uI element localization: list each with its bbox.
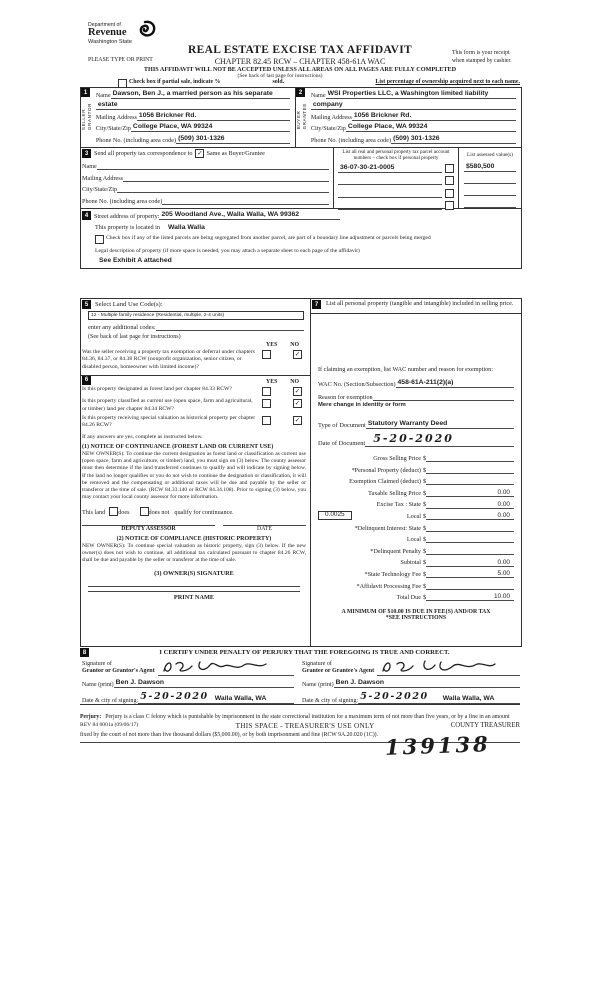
fee-value: 10.00 (426, 593, 514, 601)
fee-value: 0.00 (426, 512, 514, 520)
buyer-name-value-2: company (311, 101, 516, 110)
ownership-percentage-note: List percentage of ownership acquired next to each name. (375, 79, 520, 85)
local-rate-box: 0.0025 (318, 511, 352, 520)
grantee-name-print-label: Name (print) (302, 681, 334, 688)
assessed-values-header: List assessed value(s) (467, 152, 513, 158)
receipt-note: This form is your receipt when stamped by cashier. (452, 50, 512, 64)
sec5-no-checkbox: ✓ (294, 350, 301, 358)
street-address-label: Street address of property: (94, 213, 160, 220)
corr-name-label: Name (82, 163, 97, 170)
fee-label: *Delinquent Interest: State (354, 524, 421, 532)
fee-label: *State Technology Fee (364, 570, 421, 578)
classification-section (81, 375, 310, 646)
print-name-label: PRINT NAME (88, 591, 300, 601)
buyer-city-label: City/State/Zip (310, 125, 346, 133)
grantor-date-value: 5-20-2020 (140, 690, 209, 702)
sec5-no-header: NO (290, 342, 299, 348)
located-in-label: This property is located in (95, 224, 160, 231)
section-7-badge: 7 (312, 300, 321, 309)
buyer-phone-label: Phone No. (including area code) (310, 136, 392, 144)
grantor-name-print-label: Name (print) (82, 681, 114, 688)
seller-exemption-question: Was the seller receiving a property tax exemption or deferral under chapters 84.36, 84.37, or 84.38 RCW (nonprofit organization, senior citizen, or disabled person, homeowner with limited income)? (82, 349, 255, 370)
seller-phone-value: (509) 301-1326 (176, 135, 290, 144)
corr-mailing-label: Mailing Address (82, 174, 124, 182)
land-use-column (81, 299, 311, 646)
grantor-sig-label-2: Grantor or Grantor's Agent (82, 668, 155, 675)
seller-name-value: Dawson, Ben J., a married person as his separate (111, 90, 290, 99)
revenue-wordmark: Revenue (88, 27, 127, 38)
fee-label: Total Due (396, 594, 421, 602)
washington-state-label: Washington State (88, 38, 132, 45)
grantor-signature-image (158, 659, 294, 676)
fee-label: *Personal Property (deduct) (351, 466, 421, 474)
notice-compliance-title: (2) NOTICE OF COMPLIANCE (HISTORIC PROPERTY) (116, 535, 272, 542)
exemption-intro: If claiming an exemption, list WAC number and reason for exemption: (318, 366, 493, 373)
grantor-signature-block (80, 659, 294, 704)
notice-compliance-text: NEW OWNER(S): To continue special valuation as historic property, sign (3) below. If the new owner(s) does not wish to continue, all additional tax calculated pursuant to chapter 84.26 RCW, shall be due and payable by the seller or transferor at the time of sale. (82, 542, 306, 564)
see-instructions-note: *SEE INSTRUCTIONS (385, 615, 447, 622)
wac-value: 458-61A-211(2)(a) (396, 379, 514, 388)
fee-value (426, 524, 514, 532)
sec5-yes-checkbox (262, 350, 271, 359)
q2-yes-checkbox (262, 399, 271, 408)
street-address-value: 205 Woodland Ave., Walla Walla, WA 99362 (159, 211, 339, 220)
date-of-document-value: 5-20-2020 (365, 433, 514, 447)
land-use-code-value: 12 - Multiple family residence (Residential, multiple, 2-4 units) (88, 311, 304, 320)
buyer-mailing-value: 1056 Brickner Rd. (352, 112, 516, 121)
forest-land-question: Is this property designated as forest land per chapter 84.33 RCW? (82, 386, 232, 393)
parcel-personal-checkbox-3 (445, 189, 454, 198)
perjury-label: Perjury: (80, 714, 102, 720)
grantor-city-value: Walla Walla, WA (214, 695, 267, 702)
date-of-document-label: Date of Document (318, 439, 366, 447)
send-correspondence-label: Send all property tax correspondence to (94, 150, 193, 157)
middle-columns-block (80, 298, 522, 647)
q1-yes-checkbox (262, 387, 271, 396)
parcel-numbers-header: List all real and personal property tax parcel account numbers – check box if personal property (342, 149, 450, 162)
reason-value: Mere change in identity or form (318, 401, 406, 408)
buyer-name-value: WSI Properties LLC, a Washington limited liability (326, 90, 516, 99)
deputy-date-line: DATE (223, 525, 306, 532)
owner-signature-label: (3) OWNER(S) SIGNATURE (154, 569, 234, 577)
does-not-checkbox (140, 507, 149, 516)
certification-section (80, 646, 520, 705)
same-as-buyer-checkbox: ✓ (197, 149, 203, 157)
correspondence-section (81, 148, 521, 209)
section-6-badge: 6 (82, 376, 91, 385)
fee-label: *Delinquent Penalty (370, 547, 421, 555)
grantee-signature-image (377, 659, 520, 676)
buyer-mailing-label: Mailing Address (310, 113, 352, 121)
owner-signature-line (88, 577, 300, 587)
parcel-number-value: 36-07-30-21-0005 (338, 164, 442, 173)
section-3-badge: 3 (82, 149, 91, 158)
fee-value (426, 582, 514, 590)
additional-codes-label: enter any additional codes: (88, 324, 156, 331)
revenue-swirl-icon (134, 20, 156, 45)
grantee-date-city-label: Date & city of signing: (302, 697, 359, 704)
personal-property-header: List all personal property (tangible and intangible) included in selling price. (326, 300, 514, 307)
qualify-suffix: qualify for continuance. (174, 508, 234, 516)
reason-label: Reason for exemption (318, 393, 373, 401)
please-type-note: PLEASE TYPE OR PRINT (88, 57, 153, 63)
form-title: REAL ESTATE EXCISE TAX AFFIDAVIT (188, 44, 412, 56)
seller-mailing-value: 1056 Brickner Rd. (137, 112, 290, 121)
corr-phone-label: Phone No. (including area code) (82, 197, 163, 205)
section-5-badge: 5 (82, 300, 91, 309)
grantor-date-city-label: Date & city of signing: (82, 697, 139, 704)
does-checkbox (109, 507, 118, 516)
buyer-city-value: College Place, WA 99324 (346, 123, 516, 132)
located-in-value: Walla Walla (167, 224, 205, 231)
sec6-yes-header: YES (266, 378, 278, 385)
segregated-label: Check box if any of the listed parcels are being segregated from another parcel, are part of a boundary line adjustment or parcels being merged (106, 235, 431, 241)
sec5-yes-header: YES (266, 342, 278, 348)
fee-value (426, 466, 514, 474)
q1-no-checkbox: ✓ (294, 387, 301, 396)
buyer-phone-value: (509) 301-1326 (391, 135, 516, 144)
county-treasurer-label: COUNTY TREASURER (450, 722, 520, 729)
see-back-note: (See back of last page for instructions) (237, 73, 323, 79)
land-use-header: Select Land Use Code(s): (95, 301, 163, 308)
property-section (81, 209, 521, 264)
perjury-text: Perjury is a class C felony which is punishable by imprisonment in the state correctional institution for a maximum term of not more than five years, or by a fine in an amount fixed by the court of not more than five thousand dollars ($5,000.00), or by both imprisonment and fine (RCW 9A.20.020 (1C)). (80, 714, 510, 738)
grantor-name-print-value: Ben J. Dawson (114, 679, 294, 688)
fee-value: 5.00 (426, 570, 514, 578)
fee-value (426, 535, 514, 543)
parcel-personal-checkbox-1 (445, 164, 454, 173)
seller-side-label: SELLER GRANTOR (81, 103, 93, 131)
section-2-badge: 2 (296, 88, 305, 97)
if-yes-note: If any answers are yes, complete as instructed below. (82, 433, 203, 440)
qualify-prefix: This land (82, 508, 106, 516)
fee-label: Exemption Claimed (deduct) (349, 478, 421, 486)
buyer-side-label: BUYER GRANTEE (296, 103, 308, 130)
seller-name-label: Name (95, 91, 111, 99)
fee-value: 0.00 (426, 501, 514, 509)
fee-value: 0.00 (426, 489, 514, 497)
fee-value (426, 547, 514, 555)
sec6-no-header: NO (290, 378, 299, 385)
historic-property-question: Is this property receiving special valuation as historical property per chapter 84.26 RCW? (82, 414, 256, 429)
legal-description-value: See Exhibit A attached (99, 257, 172, 264)
grantee-sig-label-1: Signature of (302, 660, 332, 667)
not-accepted-warning: THIS AFFIDAVIT WILL NOT BE ACCEPTED UNLESS ALL AREAS ON ALL PAGES ARE FULLY COMPLETED (143, 66, 457, 73)
rev-form-number: REV 84 0001a (09/06/17) (80, 722, 139, 728)
seller-section (81, 88, 296, 147)
treasurer-stamp-number: 139138 (384, 731, 492, 760)
land-use-see-back: (See back of last page for instructions) (88, 334, 181, 340)
fee-label: Excise Tax : State (376, 501, 421, 509)
parcel-personal-checkbox-2 (445, 176, 454, 185)
fee-label: Taxable Selling Price (368, 489, 421, 497)
fee-label: *Affidavit Processing Fee (356, 582, 421, 590)
seller-mailing-label: Mailing Address (95, 113, 137, 121)
buyer-section (296, 88, 521, 147)
fee-value (426, 477, 514, 485)
grantee-city-value: Walla Walla, WA (442, 695, 495, 702)
grantee-date-value: 5-20-2020 (360, 690, 429, 702)
does-label: does (118, 508, 130, 516)
notice-continuance-title: (1) NOTICE OF CONTINUANCE (FOREST LAND OR CURRENT USE) (82, 443, 274, 450)
same-as-buyer-label: Same as Buyer/Grantee (206, 150, 265, 157)
grantee-name-print-value: Ben J. Dawson (334, 679, 520, 688)
fee-value (426, 454, 514, 462)
section-4-badge: 4 (82, 211, 91, 220)
grantee-signature-block (294, 659, 520, 704)
notice-continuance-text: NEW OWNER(S): To continue the current designation as forest land or classification as current use (open space, farm and agriculture, or timber) land, you must sign on (3) below. The county assessor must then determine if the land transferred continues to qualify and will indicate by signing below. If the land no longer qualifies or you do not wish to continue the designation or classification, it will be removed and the compensating or additional taxes will be due and payable by the seller or transferor at the time of sale. (RCW 84.33.140 or RCW 84.34.108). Prior to signing (3) below, you may contact your local county assessor for more information. (82, 450, 306, 501)
fee-table: Gross Selling Price $ *Personal Property (deduct) $ Exemption Claimed (deduct) $ Taxable Selling Price $ 0.00 Excise Tax : State $ 0.00 0.0025 Local $ 0.00 *Delinquent Interest: State $ Local $ *Delinquent Penalty $ Subtotal $ 0.00 *State Technology Fee $ 5.00 *Affidavit Processing Fee $ Total Due $ 10.00 (318, 451, 514, 602)
seller-phone-label: Phone No. (including area code) (95, 136, 177, 144)
seller-name-value-2: estate (96, 101, 290, 110)
q3-no-checkbox: ✓ (294, 415, 301, 424)
grantor-sig-label-1: Signature of (82, 660, 112, 667)
type-of-document-label: Type of Document (318, 421, 366, 429)
qualify-row (82, 507, 306, 516)
chapter-line: CHAPTER 82.45 RCW – CHAPTER 458-61A WAC (214, 57, 386, 66)
fee-label: Subtotal (400, 559, 421, 567)
footer-row (80, 722, 520, 730)
grantee-sig-label-2: Grantee or Grantee's Agent (302, 668, 375, 675)
seller-city-value: College Place, WA 99324 (131, 123, 290, 132)
legal-description-label: Legal description of property (if more space is needed, you may attach a separate sheet to each page of the affidavit) (95, 248, 360, 254)
minimum-fee-note: A MINIMUM OF $10.00 IS DUE IN FEE(S) AND/OR TAX (341, 609, 491, 616)
partial-sale-label: Check box if partial sale, indicate % (129, 79, 221, 85)
wac-label: WAC No. (Section/Subsection) (318, 380, 396, 388)
dept-of-label: Department of (88, 22, 121, 28)
fee-label: Gross Selling Price (373, 455, 421, 463)
revenue-logo (88, 22, 238, 45)
treasurer-space-label: THIS SPACE - TREASURER'S USE ONLY (235, 722, 375, 730)
current-use-question: Is this property classified as current use (open space, farm and agricultural, or timber) land per chapter 84.34 RCW? (82, 398, 253, 412)
section-8-badge: 8 (80, 648, 89, 657)
type-of-document-value: Statutory Warranty Deed (366, 420, 514, 429)
fee-label: Local (406, 536, 421, 544)
q3-yes-checkbox (262, 416, 271, 425)
assessed-value: $580,500 (464, 163, 516, 172)
corr-city-label: City/State/Zip (82, 186, 118, 193)
segregated-checkbox (95, 235, 104, 244)
certify-statement: I CERTIFY UNDER PENALTY OF PERJURY THAT THE FOREGOING IS TRUE AND CORRECT. (159, 648, 450, 656)
does-not-label: does not (148, 508, 170, 516)
fee-label: Local (406, 512, 421, 520)
parties-row (81, 88, 521, 148)
fee-value: 0.00 (426, 559, 514, 567)
section-1-badge: 1 (81, 88, 90, 97)
deputy-assessor-line: DEPUTY ASSESSOR (82, 525, 215, 532)
upper-sections-block (80, 87, 522, 269)
partial-sale-sold-label: sold. (272, 79, 285, 85)
q2-no-checkbox: ✓ (294, 399, 301, 408)
excise-column (311, 299, 521, 646)
buyer-name-label: Name (310, 91, 326, 99)
parcel-personal-checkbox-4 (445, 201, 454, 210)
seller-city-label: City/State/Zip (95, 125, 131, 133)
